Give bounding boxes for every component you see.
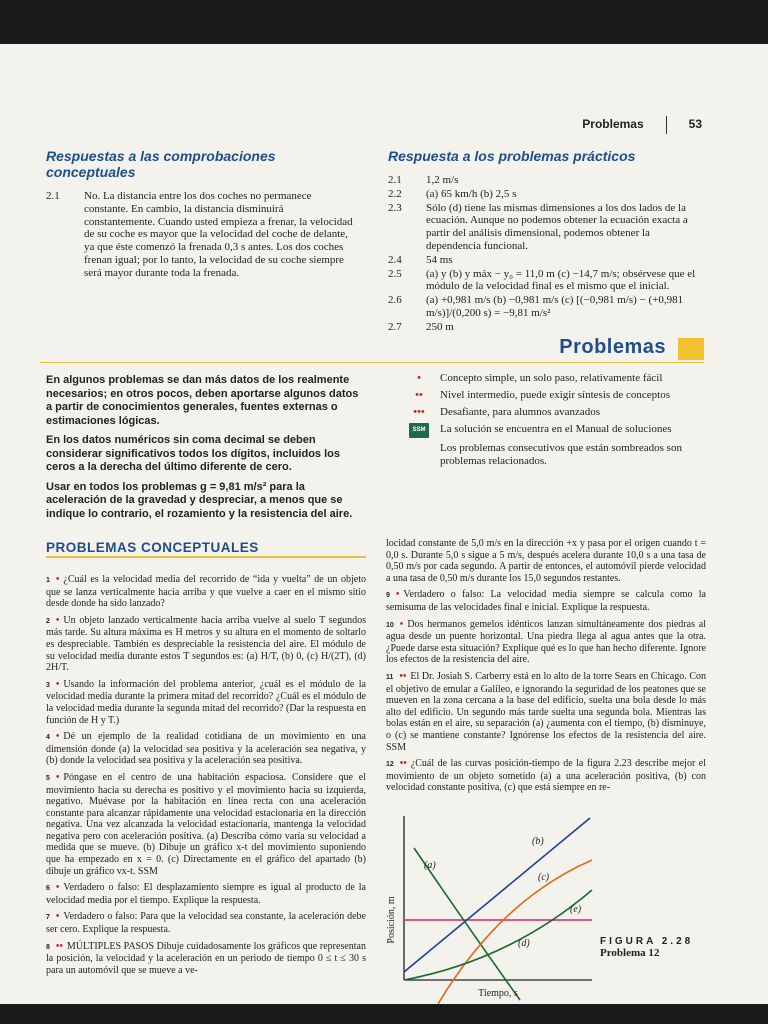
problem-text: locidad constante de 5,0 m/s en la dirección +x y pasa por el origen cuando t = 0,0 s. Durante 5,0 s sigue a 5 m/s, después acelera durante 10,0 s a una tasa de 0,50 m/s por cada segundo. A partir de entonces, el automóvil pierde velocidad a una tasa de 0,50 m/s durante los 15,0 segundos restantes. — [386, 538, 706, 584]
problem-notes — [46, 374, 360, 527]
legend-key: •• — [415, 389, 423, 401]
header-divider — [666, 116, 667, 134]
difficulty-dots: •• — [399, 758, 407, 770]
problemas-banner — [40, 336, 704, 363]
problem-item — [46, 882, 366, 906]
problem-item — [46, 911, 366, 935]
difficulty-dots: •• — [55, 940, 63, 952]
ssm-badge-icon: SSM — [409, 423, 428, 438]
difficulty-dots: • — [399, 618, 404, 630]
legend-text: Concepto simple, un solo paso, relativamente fácil — [440, 372, 663, 384]
problem-item — [386, 538, 706, 584]
problem-item — [46, 731, 366, 767]
item-text: 250 m — [426, 320, 454, 333]
problems-right-column — [386, 538, 706, 799]
problem-number: 3 — [46, 681, 50, 689]
problem-number: 12 — [386, 761, 394, 769]
practico-item — [388, 174, 706, 187]
figure-caption — [600, 936, 693, 959]
legend-item — [398, 372, 718, 385]
legend-key — [398, 442, 440, 468]
problems-left-column — [46, 574, 366, 981]
item-number: 2.1 — [46, 190, 60, 202]
item-number: 2.3 — [388, 201, 402, 214]
legend-text: Nivel intermedio, puede exigir síntesis de conceptos — [440, 389, 671, 401]
problem-item — [46, 941, 366, 977]
problem-number: 11 — [386, 673, 394, 681]
item-text: 54 ms — [426, 253, 453, 266]
page-number: 53 — [688, 117, 702, 132]
legend-key: ••• — [413, 406, 425, 418]
problem-text: MÚLTIPLES PASOS Dibuje cuidadosamente los gráficos que representan la posición, la velocidad y la aceleración en un periodo de tiempo 0 ≤ t ≤ 30 s para un automóvil que se mueve a ve- — [46, 940, 366, 976]
difficulty-legend — [398, 372, 718, 472]
y-axis-label: Posición, m — [386, 896, 397, 944]
textbook-page — [0, 44, 768, 1004]
problem-text: Usando la información del problema anterior, ¿cuál es el módulo de la velocidad media durante la primera mitad del recorrido? ¿Cuál es el módulo de la velocidad media durante la segunda mitad del recorrido? (Dar la respuesta en función de H y T.) — [46, 678, 366, 726]
curve-b — [404, 818, 590, 972]
legend-key: • — [417, 372, 421, 384]
note-paragraph: Usar en todos los problemas g = 9,81 m/s² para la aceleración de la gravedad y despreciar, a menos que se indique lo contrario, el rozamiento y la resistencia del aire. — [46, 480, 353, 520]
problem-number: 1 — [46, 577, 50, 584]
note-paragraph: En los datos numéricos sin coma decimal se deben considerar significativos todos los dígitos, incluidos los ceros a la derecha del último diferente de cero. — [46, 434, 340, 473]
item-text: Sólo (d) tiene las mismas dimensiones a los dos lados de la ecuación. Aunque no podemos obtener la ecuación exacta a partir del análisis dimensional, podemos obtener la dependencia funcional. — [426, 201, 688, 252]
problem-number: 5 — [46, 774, 50, 782]
problem-text: Dé un ejemplo de la realidad cotidiana de un movimiento en una dimensión donde (a) la velocidad sea positiva y la aceleración sea negativa, y (b) donde la velocidad sea positiva y la aceleración sea positiva. — [46, 731, 366, 767]
curve-label: (d) — [518, 938, 530, 949]
problem-text: Dos hermanos gemelos idénticos lanzan simultáneamente dos piedras al agua desde un puente horizontal. Una piedra llega al agua antes que la otra. ¿Puede darse esta situación? Explique qué es lo que han hecho diferente. Ignore los efectos de la resistencia del aire. — [386, 618, 706, 666]
difficulty-dots: • — [55, 911, 60, 923]
problem-item — [46, 574, 366, 610]
difficulty-dots: • — [55, 614, 60, 626]
curve-label: (a) — [424, 860, 436, 871]
problem-number: 2 — [46, 617, 50, 625]
item-text: (a) +0,981 m/s (b) −0,981 m/s (c) [(−0,981 m/s) − (+0,981 m/s)]/(0,200 s) = −9,81 m/s² — [426, 294, 684, 319]
problem-item — [46, 615, 366, 674]
legend-item — [398, 389, 718, 402]
comprobacion-item — [46, 190, 356, 280]
comprobaciones-title: Respuestas a las comprobaciones conceptuales — [46, 148, 276, 180]
practico-item — [388, 321, 706, 334]
page-header — [582, 116, 702, 134]
curve-d — [404, 890, 592, 980]
item-number: 2.4 — [388, 253, 402, 266]
legend-text: Los problemas consecutivos que están sombreados son problemas relacionados. — [440, 442, 682, 467]
item-text: 1,2 m/s — [426, 174, 459, 186]
problem-text: Verdadero o falso: Para que la velocidad sea constante, la aceleración debe ser cero. Explique la respuesta. — [46, 911, 366, 936]
problem-text: El Dr. Josiah S. Carberry está en lo alto de la torre Sears en Chicago. Con el objetivo de emular a Galileo, e ignorando la seguridad de los peatones que se mueven en la zona cercana a la base del edificio, suelta una bola desde lo más alto del edificio. Un segundo más tarde suelta una segunda bola. Mientras las bolas están en el aire, su separación (a) ¿aumenta con el tiempo, (b) disminuye, o (c) se mantiene constante? Ignórense los efectos de la resistencia del aire. SSM — [386, 670, 706, 753]
problem-text: ¿Cuál es la velocidad media del recorrido de “ida y vuelta” de un objeto que se lanza verticalmente hacia arriba y que vuelve a caer en el mismo sitio desde donde ha sido lanzado? — [46, 574, 366, 610]
item-text: No. La distancia entre los dos coches no permanece constante. En cambio, la distancia disminuirá constantemente. Cuando usted empieza a frenar, la velocidad de su coche es mayor que la velocidad del coche de delante, ya que éste comenzó la frenada 0,3 s antes. Los dos coches frenan igual; por lo tanto, la velocidad de su coche siempre será mayor durante toda la frenada. — [84, 190, 353, 279]
practicos-title: Respuesta a los problemas prácticos — [388, 148, 636, 164]
problem-text: Un objeto lanzado verticalmente hacia arriba vuelve al suelo T segundos más tarde. Su altura máxima es H metros y su altura en el momento de soltarlo es despreciable. También es despreciable la resistencia del aire. El módulo de su velocidad media durante estos T segundos es: (a) H/T, (b) 0, (c) H/(2T), (d) 2H/T. — [46, 614, 366, 674]
problem-item — [386, 589, 706, 613]
item-text: (a) 65 km/h (b) 2,5 s — [426, 187, 517, 200]
section-title: Problemas — [582, 117, 644, 132]
problem-number: 4 — [46, 734, 50, 742]
difficulty-dots: • — [55, 731, 60, 743]
practico-item — [388, 268, 706, 294]
problem-number: 9 — [386, 592, 390, 600]
legend-item — [398, 442, 718, 468]
problem-number: 8 — [46, 943, 50, 951]
problem-item — [386, 758, 706, 794]
difficulty-dots: •• — [399, 670, 407, 682]
problem-item — [46, 772, 366, 877]
item-number: 2.1 — [388, 174, 402, 186]
difficulty-dots: • — [55, 678, 60, 690]
difficulty-dots: • — [55, 771, 60, 783]
problem-item — [386, 619, 706, 666]
note-paragraph: En algunos problemas se dan más datos de los realmente necesarios; en otros pocos, deben aportarse algunos datos a partir de conocimientos generales, fuentes externas o estimaciones lógicas. — [46, 374, 359, 427]
item-number: 2.2 — [388, 187, 402, 200]
problem-number: 6 — [46, 885, 50, 893]
curve-label: (b) — [532, 836, 544, 847]
comprobaciones-section — [46, 148, 356, 280]
problem-item — [386, 671, 706, 753]
item-number: 2.7 — [388, 320, 402, 333]
practicos-section — [388, 148, 706, 334]
difficulty-dots: • — [395, 589, 400, 601]
item-number: 2.6 — [388, 294, 402, 307]
practico-item — [388, 294, 706, 320]
problem-number: 7 — [46, 914, 50, 922]
item-text: (a) y (b) y máx − y₀ = 11,0 m (c) −14,7 m/s; obsérvese que el módulo de la velocidad final es el mismo que el inicial. — [426, 267, 696, 293]
problemas-heading: Problemas — [559, 336, 666, 358]
difficulty-dots: • — [55, 882, 60, 894]
curve-label: (e) — [570, 904, 582, 915]
problem-text: Verdadero o falso: El desplazamiento siempre es igual al producto de la velocidad media por el tiempo. Explique la respuesta. — [46, 882, 366, 906]
figure-problem-ref: Problema 12 — [600, 947, 660, 959]
legend-item — [398, 406, 718, 419]
legend-text: Desafiante, para alumnos avanzados — [440, 406, 601, 418]
problem-number: 10 — [386, 621, 394, 629]
problem-text: Verdadero o falso: La velocidad media siempre se calcula como la semisuma de las velocidades final e inicial. Explique la respuesta. — [386, 589, 706, 613]
problem-text: Póngase en el centro de una habitación espaciosa. Considere que el movimiento hacia su derecha es positivo y el movimiento hacia su izquierda, negativo. Muévase por la habitación en línea recta con una aceleración constante para alcanzar rápidamente una velocidad estacionaria en la dirección negativa. Una vez alcanzada la velocidad estacionaria, mantenga la velocidad negativa pero con aceleración positiva. (a) Describa cómo varía su velocidad a medida que se mueve. (b) Dibuje un gráfico x-t del movimiento suponiendo que ha empezado en x = 0. (c) Directamente en el gráfico del apartado (b) dibuje un gráfico vx-t. SSM — [46, 771, 366, 877]
position-time-figure — [380, 810, 600, 1004]
conceptuales-title: PROBLEMAS CONCEPTUALES — [46, 540, 259, 555]
legend-text: La solución se encuentra en el Manual de soluciones — [440, 423, 672, 435]
item-number: 2.5 — [388, 267, 402, 280]
curve-c — [438, 860, 592, 1004]
banner-accent-box — [678, 338, 704, 360]
curve-label: (c) — [538, 872, 550, 883]
x-axis-label: Tiempo, s — [478, 988, 518, 999]
problem-text: ¿Cuál de las curvas posición-tiempo de la figura 2.23 describe mejor el movimiento de un objeto sometido (a) a una aceleración positiva, (b) con velocidad constante positiva, (c) que está siempre en re- — [386, 758, 706, 794]
practico-item — [388, 254, 706, 267]
legend-item — [398, 423, 718, 438]
title-rule — [46, 556, 366, 558]
practico-item — [388, 188, 706, 201]
problem-item — [46, 679, 366, 726]
difficulty-dots: • — [55, 574, 60, 585]
practico-item — [388, 202, 706, 253]
figure-number: FIGURA 2.28 — [600, 936, 694, 947]
